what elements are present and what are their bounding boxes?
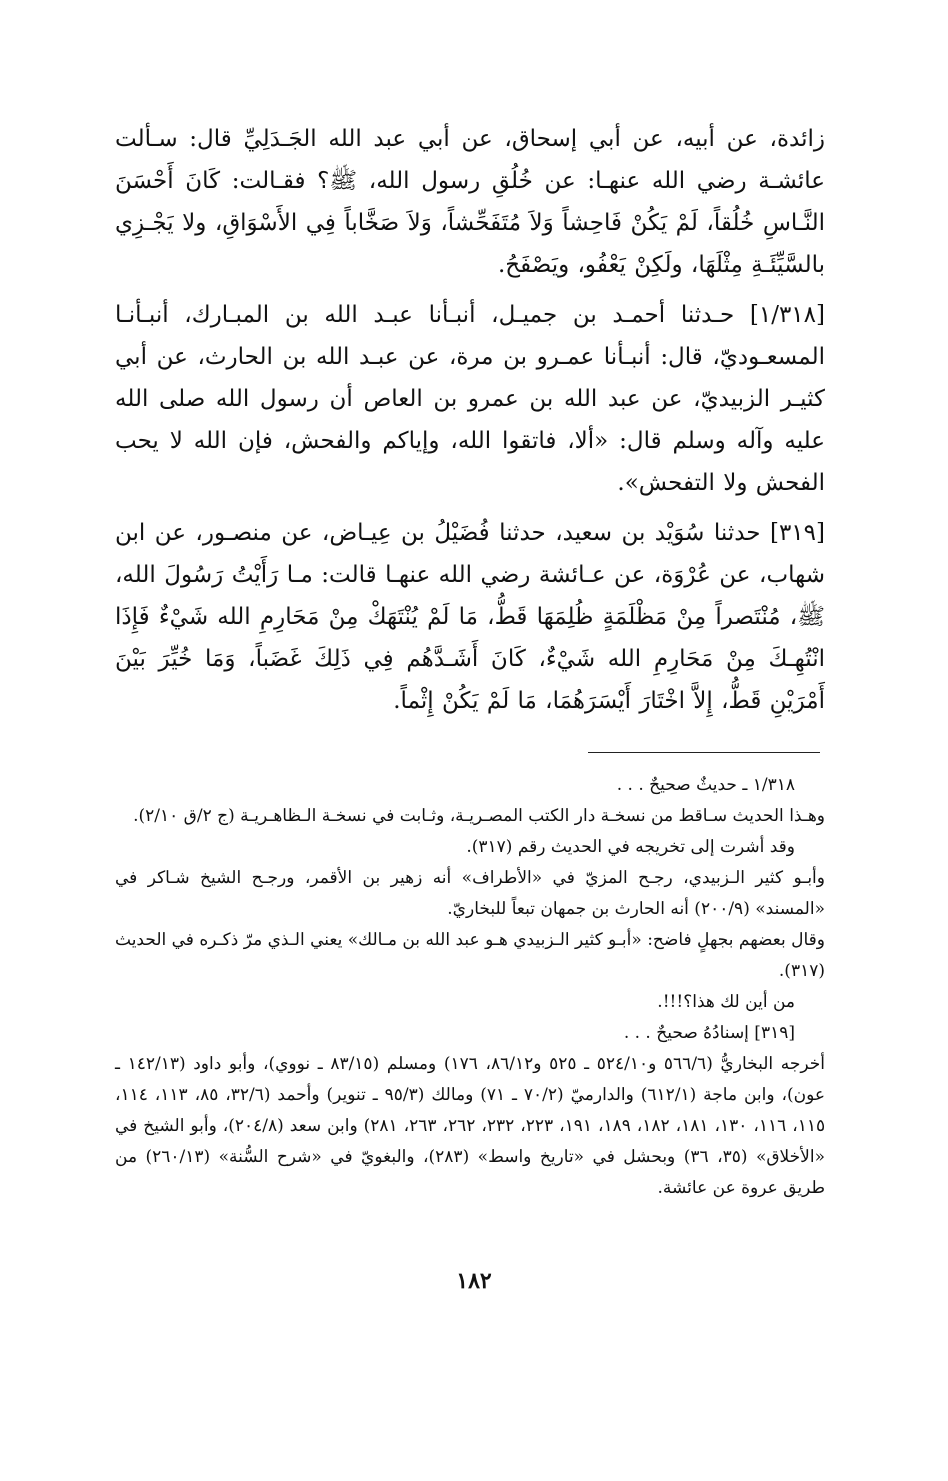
footnote-318-text: وهـذا الحديث سـاقط من نسخـة دار الكتب المصـريـة، وثـابت في نسخـة الـظاهـريـة (ج ٢/ق ٢/١٠). — [133, 806, 825, 826]
footnote-318-text: وأبـو كثير الـزبيدي، رجـح المزيّ في «الأطراف» أنه زهير بن الأقمر، ورجـح الشيخ شـاكر في «المسند» (٢٠٠/٩) أنه الحارث بن جمهان تبعاً للبخاريّ. — [115, 868, 825, 919]
footnote-318-text: وقد أشرت إلى تخريجه في الحديث رقم (٣١٧). — [466, 837, 795, 857]
footnote-318-heading: ١/٣١٨ ـ حديثٌ صحيحٌ . . . — [616, 775, 795, 795]
footnote-318-text: من أين لك هذا؟!!!. — [657, 992, 795, 1012]
footnote-319-heading: [٣١٩] إسنادُهُ صحيحٌ . . . — [623, 1023, 795, 1043]
footnote-318-text: وقال بعضهم بجهلٍ فاضح: «أبـو كثير الـزبيدي هـو عبد الله بن مـالك» يعني الـذي مرّ ذكـره في الحديث (٣١٧). — [115, 930, 825, 981]
page-number: ١٨٢ — [456, 1268, 492, 1294]
footnote-separator — [588, 752, 820, 753]
paragraph-continuation: زائدة، عن أبيه، عن أبي إسحاق، عن أبي عبد الله الجَـدَلِيِّ قال: سـألت عائشـة رضي الله عنهـا: عن خُلُقِ رسول الله، ﷺ؟ فقـالت: كَانَ أَحْسَنَ النَّـاسِ خُلُقاً، لَمْ يَكُنْ فَاحِشاً وَلاَ مُتَفَحِّشاً، وَلاَ صَخَّاباً فِي الأَسْوَاقِ، ولا يَجْـزِي بالسَّيِّئَـةِ مِثْلَهَا، ولَكِنْ يَعْفُو، ويَصْفَحُ. — [115, 126, 825, 278]
paragraph-hadith-319: [٣١٩] حدثنا سُوَيْد بن سعيد، حدثنا فُضَيْلُ بن عِيـاض، عن منصـور، عن ابن شهاب، عن عُرْوَة، عن عـائشة رضي الله عنهـا قالت: مـا رَأَيْتُ رَسُولَ الله، ﷺ، مُنْتَصراً مِنْ مَظْلَمَةٍ ظُلِمَهَا قَطُّ، مَا لَمْ يُنْتَهَكْ مِنْ مَحَارِمِ الله شَيْءٌ فَإِذَا انْتُهِـكَ مِنْ مَحَارِمِ الله شَيْءٌ، كَانَ أَشَـدَّهُم فِي ذَلِكَ غَضَباً، وَمَا خُيِّرَ بَيْنَ أَمْرَيْنِ قَطُّ، إِلاَّ اخْتَارَ أَيْسَرَهُمَا، مَا لَمْ يَكُنْ إِثْماً. — [115, 520, 825, 714]
footnote-319-text: أخرجه البخاريُّ (٥٦٦/٦ و٥٢٤/١٠ ـ ٥٢٥ و٨٦/١٢، ١٧٦) ومسلم (٨٣/١٥ ـ نووي)، وأبو داود (١٤٢/١٣ ـ عون)، وابن ماجة (٦١٢/١) والدارميّ (٧٠/٢ ـ ٧١) ومالك (٩٥/٣ ـ تنوير) وأحمد (٣٢/٦، ٨٥، ١١٣، ١١٤، ١١٥، ١١٦، ١٣٠، ١٨١، ١٨٢، ١٨٩، ١٩١، ٢٢٣، ٢٣٢، ٢٦٢، ٢٦٣، ٢٨١) وابن سعد (٢٠٤/٨)، وأبو الشيخ في «الأخلاق» (٣٥، ٣٦) وبحشل في «تاريخ واسط» (٢٨٣)، والبغويّ في «شرح السُّنة» (٢٦٠/١٣) من طريق عروة عن عائشة. — [115, 1054, 826, 1198]
main-text — [115, 118, 825, 722]
footnotes — [115, 770, 825, 1204]
paragraph-hadith-318: [١/٣١٨] حـدثنا أحمـد بن جميـل، أنبـأنا عبـد الله بن المبـارك، أنبـأنـا المسعـوديّ، قال: أنبـأنا عمـرو بن مرة، عن عبـد الله بن الحارث، عن أبي كثيـر الزبيديّ، عن عبد الله بن عمرو بن العاص أن رسول الله صلى الله عليه وآله وسلم قال: «ألا، فاتقوا الله، وإياكم والفحش، فإن الله لا يحب الفحش ولا التفحش». — [115, 302, 825, 496]
